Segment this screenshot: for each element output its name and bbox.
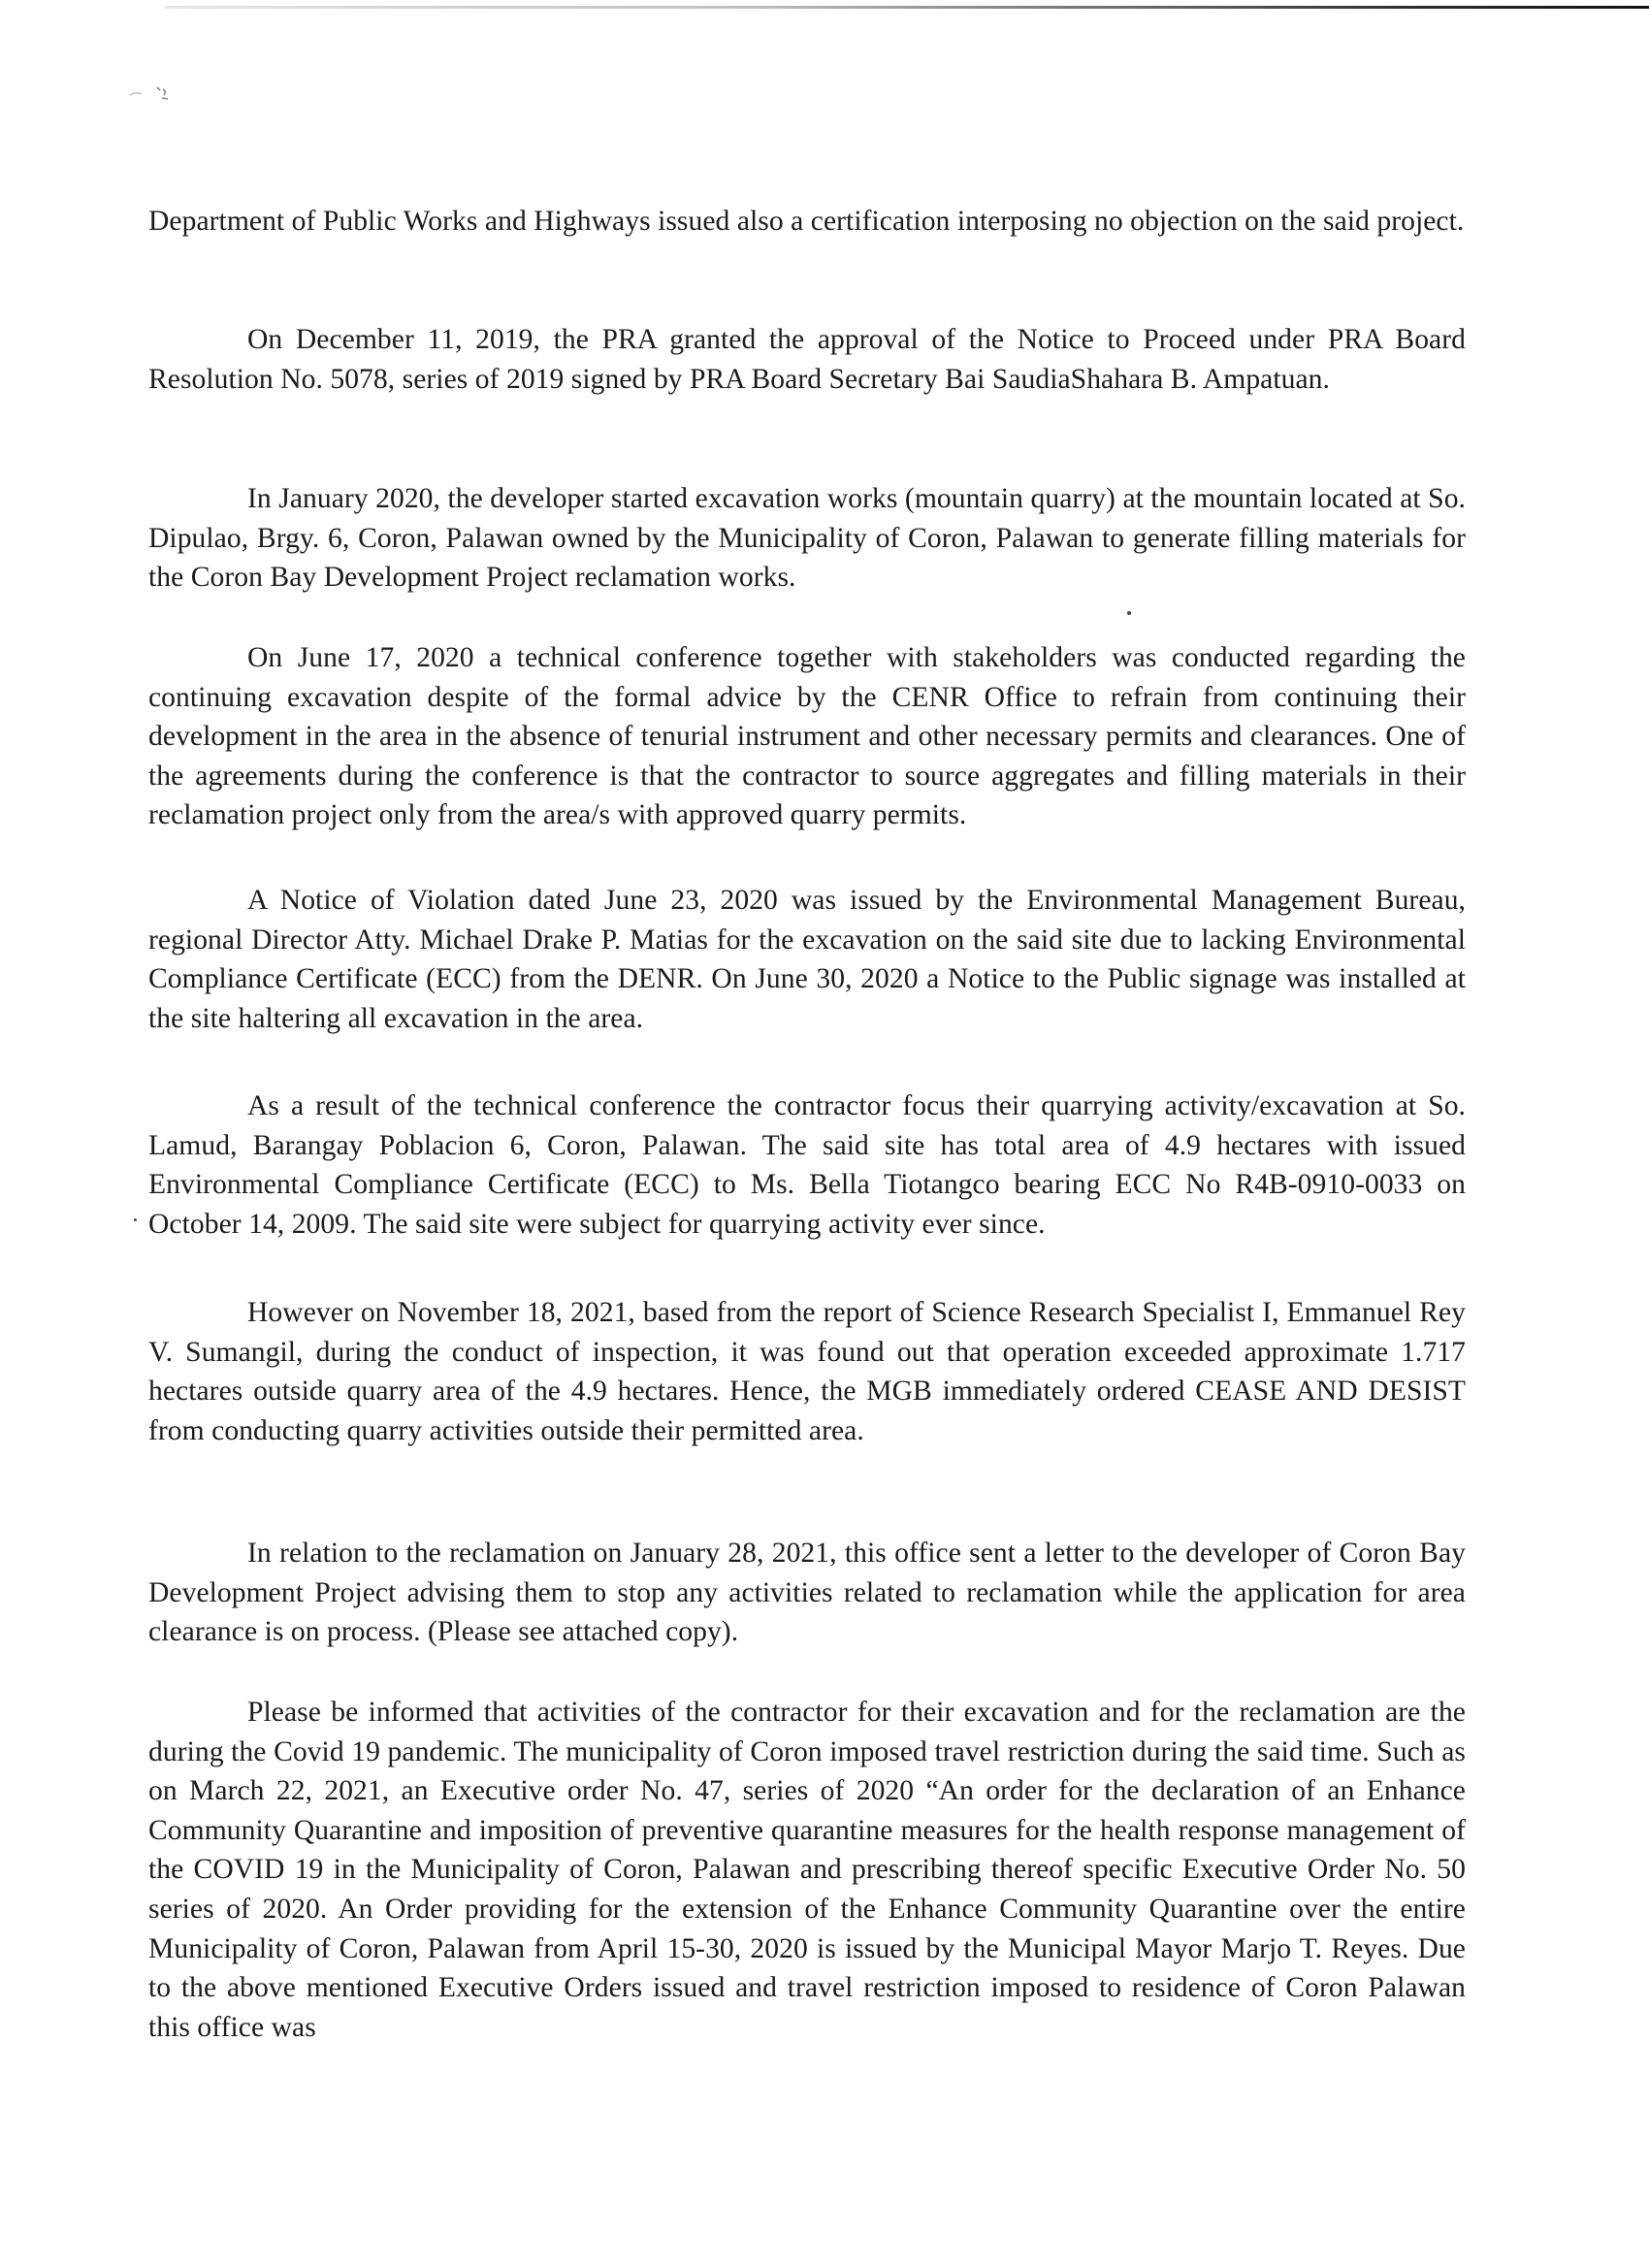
scan-top-edge-rule [165, 6, 1649, 9]
scan-smudge-mark [128, 81, 175, 107]
scan-speck [134, 1218, 137, 1221]
paragraph-technical-conference: On June 17, 2020 a technical conference together with stakeholders was conducted regarding the continuing excavation despite of the formal advice by the CENR Office to refrain from continuing their development in the area in the absence of tenurial instrument and other necessary permits and clearances. One of the agreements during the conference is that the contractor to source aggregates and filling materials in their reclamation project only from the area/s with approved quarry permits. [148, 642, 1466, 831]
paragraph-quarry-relocation: As a result of the technical conference the contractor focus their quarrying activity/excavation at So. Lamud, Barangay Poblacion 6, Coron, Palawan. The said site has total area of 4.9 hectares with issued Environmental Compliance Certificate (ECC) to Ms. Bella Tiotangco bearing ECC No R4B-0910-0033 on October 14, 2009. The said site were subject for quarrying activity ever since. [148, 1090, 1466, 1240]
paragraph-notice-of-violation: A Notice of Violation dated June 23, 2020 was issued by the Environmental Management Bureau, regional Director Atty. Michael Drake P. Matias for the excavation on the said site due to lacking Environmental Compliance Certificate (ECC) from the DENR. On June 30, 2020 a Notice to the Public signage was installed at the site haltering all excavation in the area. [148, 885, 1466, 1034]
paragraph-reclamation-letter: In relation to the reclamation on January 28, 2021, this office sent a letter to the developer of Coron Bay Development Project advising them to stop any activities related to reclamation while the application for area clearance is on process. (Please see attached copy). [148, 1538, 1466, 1648]
scan-speck [1127, 611, 1131, 615]
paragraph-cease-and-desist: However on November 18, 2021, based from the report of Science Research Specialist I, Emmanuel Rey V. Sumangil, during the conduct of inspection, it was found out that operation exceeded approximate 1.717 hectares outside quarry area of the 4.9 hectares. Hence, the MGB immediately ordered CEASE AND DESIST from conducting quarry activities outside their permitted area. [148, 1297, 1466, 1446]
paragraph-dpwh-certification: Department of Public Works and Highways issued also a certification interposing no objection on the said project. [148, 206, 1465, 237]
paragraph-covid-restrictions: Please be informed that activities of the contractor for their excavation and for the reclamation are the during the Covid 19 pandemic. The municipality of Coron imposed travel restriction during the said time. Such as on March 22, 2021, an Executive order No. 47, series of 2020 “An order for the declaration of an Enhance Community Quarantine and imposition of preventive quarantine measures for the health response management of the COVID 19 in the Municipality of Coron, Palawan and prescribing thereof specific Executive Order No. 50 series of 2020. An Order providing for the extension of the Enhance Community Quarantine over the entire Municipality of Coron, Palawan from April 15-30, 2020 is issued by the Municipal Mayor Marjo T. Reyes. Due to the above mentioned Executive Orders issued and travel restriction imposed to residence of Coron Palawan this office was [148, 1697, 1466, 2043]
paragraph-pra-notice-to-proceed: On December 11, 2019, the PRA granted the approval of the Notice to Proceed under PRA Board Resolution No. 5078, series of 2019 signed by PRA Board Secretary Bai SaudiaShahara B. Ampatuan. [148, 324, 1466, 395]
paragraph-excavation-start: In January 2020, the developer started excavation works (mountain quarry) at the mountain located at So. Dipulao, Brgy. 6, Coron, Palawan owned by the Municipality of Coron, Palawan to generate filling materials for the Coron Bay Development Project reclamation works. [148, 483, 1466, 594]
